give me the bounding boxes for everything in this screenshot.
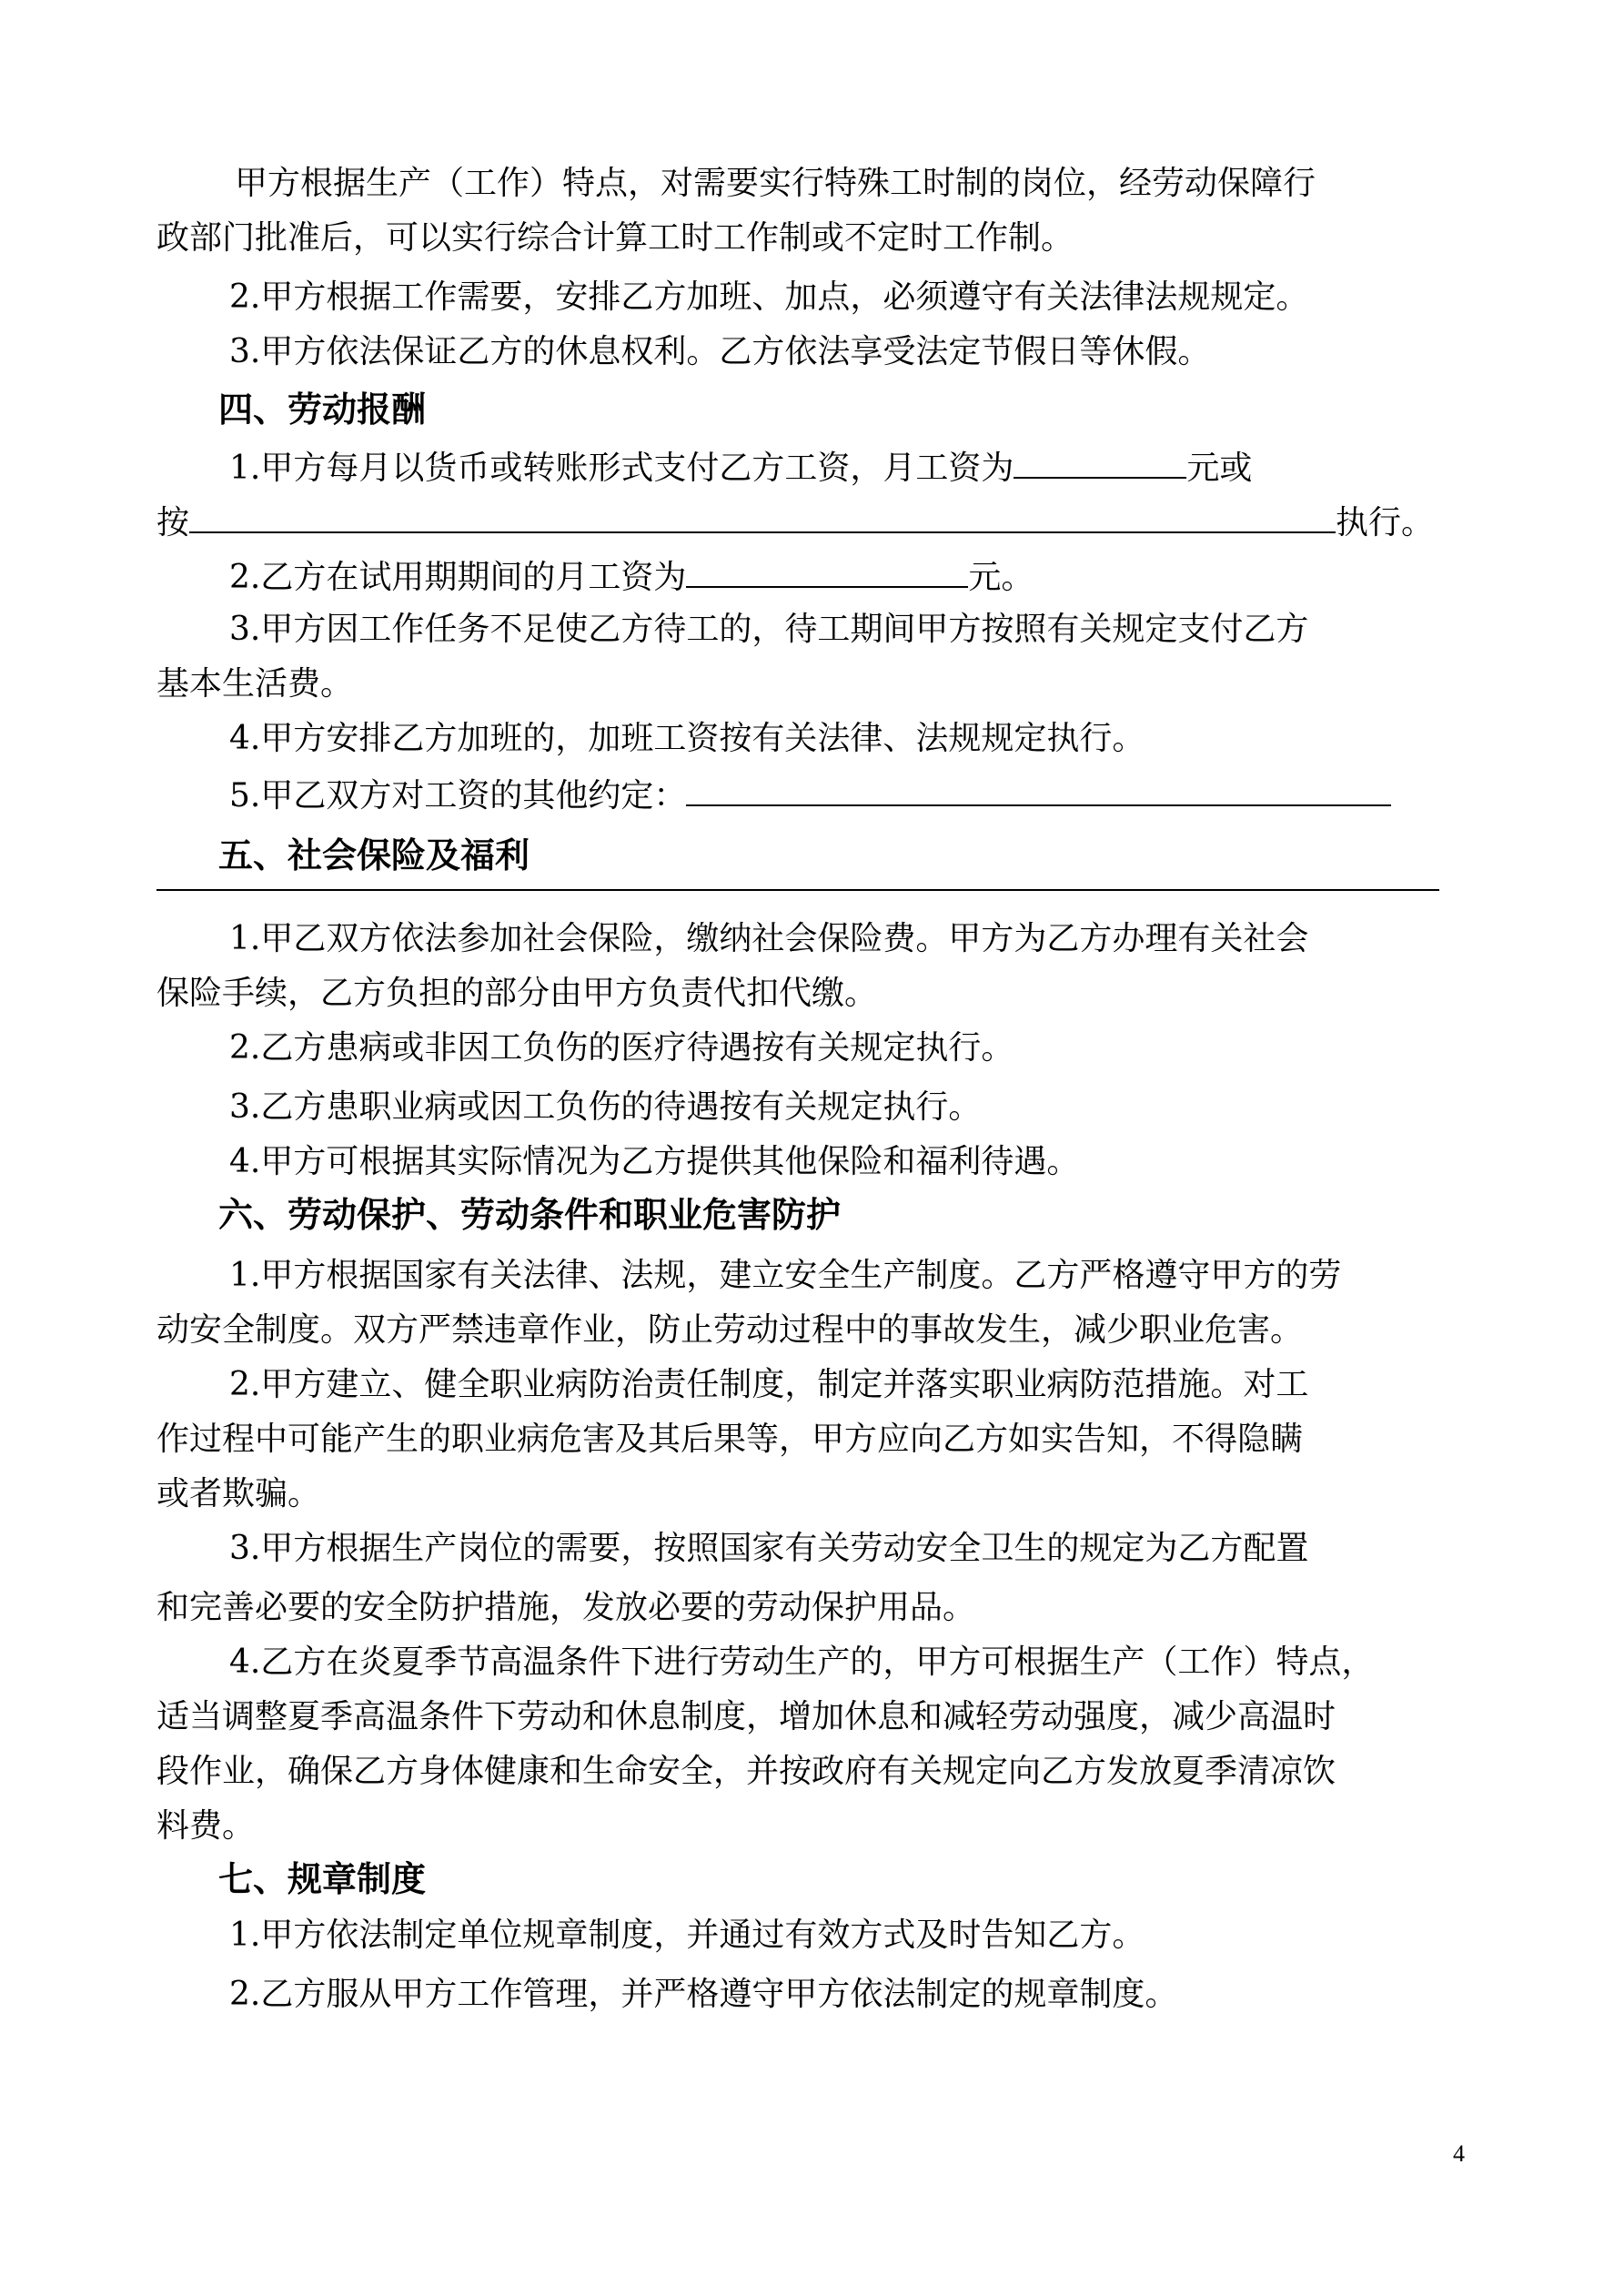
paragraph-line: 保险手续，乙方负担的部分由甲方负责代扣代缴。 <box>156 975 878 1012</box>
paragraph-line: 基本生活费。 <box>156 665 354 703</box>
other-agreement-blank[interactable] <box>686 774 1391 806</box>
clause-text: 按 <box>156 504 190 541</box>
paragraph-line: 或者欺骗。 <box>156 1475 321 1512</box>
paragraph-line: 政部门批准后，可以实行综合计算工时工作制或不定时工作制。 <box>156 219 1074 257</box>
paragraph-first-line: 甲方根据生产（工作）特点，对需要实行特殊工时制的岗位，经劳动保障行 <box>235 165 1316 202</box>
paragraph-first-line: 1.甲乙双方依法参加社会保险，缴纳社会保险费。甲方为乙方办理有关社会 <box>229 920 1309 957</box>
clause-text: 元或 <box>1186 450 1253 487</box>
paragraph-line: 段作业，确保乙方身体健康和生命安全，并按政府有关规定向乙方发放夏季清凉饮 <box>156 1753 1337 1790</box>
clause-text: 5.甲乙双方对工资的其他约定： <box>229 777 687 814</box>
paragraph-first-line: 3.甲方因工作任务不足使乙方待工的，待工期间甲方按照有关规定支付乙方 <box>229 611 1309 648</box>
paragraph-first-line: 4.甲方安排乙方加班的，加班工资按有关法律、法规规定执行。 <box>229 720 1145 757</box>
salary-clause-line <box>229 446 1252 489</box>
section-heading: 五、社会保险及福利 <box>218 835 530 875</box>
probation-salary-blank[interactable] <box>686 555 968 588</box>
clause-text: 元。 <box>968 559 1034 596</box>
paragraph-first-line: 3.甲方根据生产岗位的需要，按照国家有关劳动安全卫生的规定为乙方配置 <box>229 1530 1309 1567</box>
probation-salary-line <box>229 555 1034 598</box>
paragraph-line: 动安全制度。双方严禁违章作业，防止劳动过程中的事故发生，减少职业危害。 <box>156 1311 1304 1349</box>
clause-text: 1.甲方每月以货币或转账形式支付乙方工资，月工资为 <box>229 450 1014 487</box>
monthly-salary-blank[interactable] <box>1014 446 1186 479</box>
paragraph-first-line: 1.甲方依法制定单位规章制度，并通过有效方式及时告知乙方。 <box>229 1917 1145 1954</box>
paragraph-first-line: 2.甲方根据工作需要，安排乙方加班、加点，必须遵守有关法律法规规定。 <box>229 278 1309 316</box>
paragraph-first-line: 1.甲方根据国家有关法律、法规，建立安全生产制度。乙方严格遵守甲方的劳 <box>229 1257 1342 1294</box>
section-heading: 四、劳动报酬 <box>218 389 427 430</box>
paragraph-first-line: 2.乙方服从甲方工作管理，并严格遵守甲方依法制定的规章制度。 <box>229 1976 1178 2013</box>
paragraph-first-line: 3.乙方患职业病或因工负伤的待遇按有关规定执行。 <box>229 1088 982 1126</box>
paragraph-first-line: 3.甲方依法保证乙方的休息权利。乙方依法享受法定节假日等休假。 <box>229 333 1211 370</box>
paragraph-line: 适当调整夏季高温条件下劳动和休息制度，增加休息和减轻劳动强度，减少高温时 <box>156 1698 1337 1735</box>
paragraph-line: 和完善必要的安全防护措施，发放必要的劳动保护用品。 <box>156 1589 976 1626</box>
section-heading: 七、规章制度 <box>218 1859 427 1899</box>
paragraph-line: 作过程中可能产生的职业病危害及其后果等，甲方应向乙方如实告知，不得隐瞒 <box>156 1421 1304 1458</box>
other-agreement-blank-line2[interactable] <box>156 889 1439 891</box>
paragraph-first-line: 4.乙方在炎夏季节高温条件下进行劳动生产的，甲方可根据生产（工作）特点， <box>229 1644 1375 1681</box>
clause-text: 2.乙方在试用期期间的月工资为 <box>229 559 687 596</box>
section-heading: 六、劳动保护、劳动条件和职业危害防护 <box>218 1195 842 1235</box>
paragraph-first-line: 4.甲方可根据其实际情况为乙方提供其他保险和福利待遇。 <box>229 1143 1080 1180</box>
paragraph-first-line: 2.乙方患病或非因工负伤的医疗待遇按有关规定执行。 <box>229 1029 1014 1067</box>
other-agreement-line <box>229 774 1391 816</box>
paragraph-line: 料费。 <box>156 1807 256 1845</box>
salary-clause-line <box>156 501 1434 543</box>
paragraph-first-line: 2.甲方建立、健全职业病防治责任制度，制定并落实职业病防范措施。对工 <box>229 1366 1309 1403</box>
salary-basis-blank[interactable] <box>189 501 1336 533</box>
page-number: 4 <box>1453 2140 1465 2167</box>
clause-text: 执行。 <box>1336 504 1435 541</box>
